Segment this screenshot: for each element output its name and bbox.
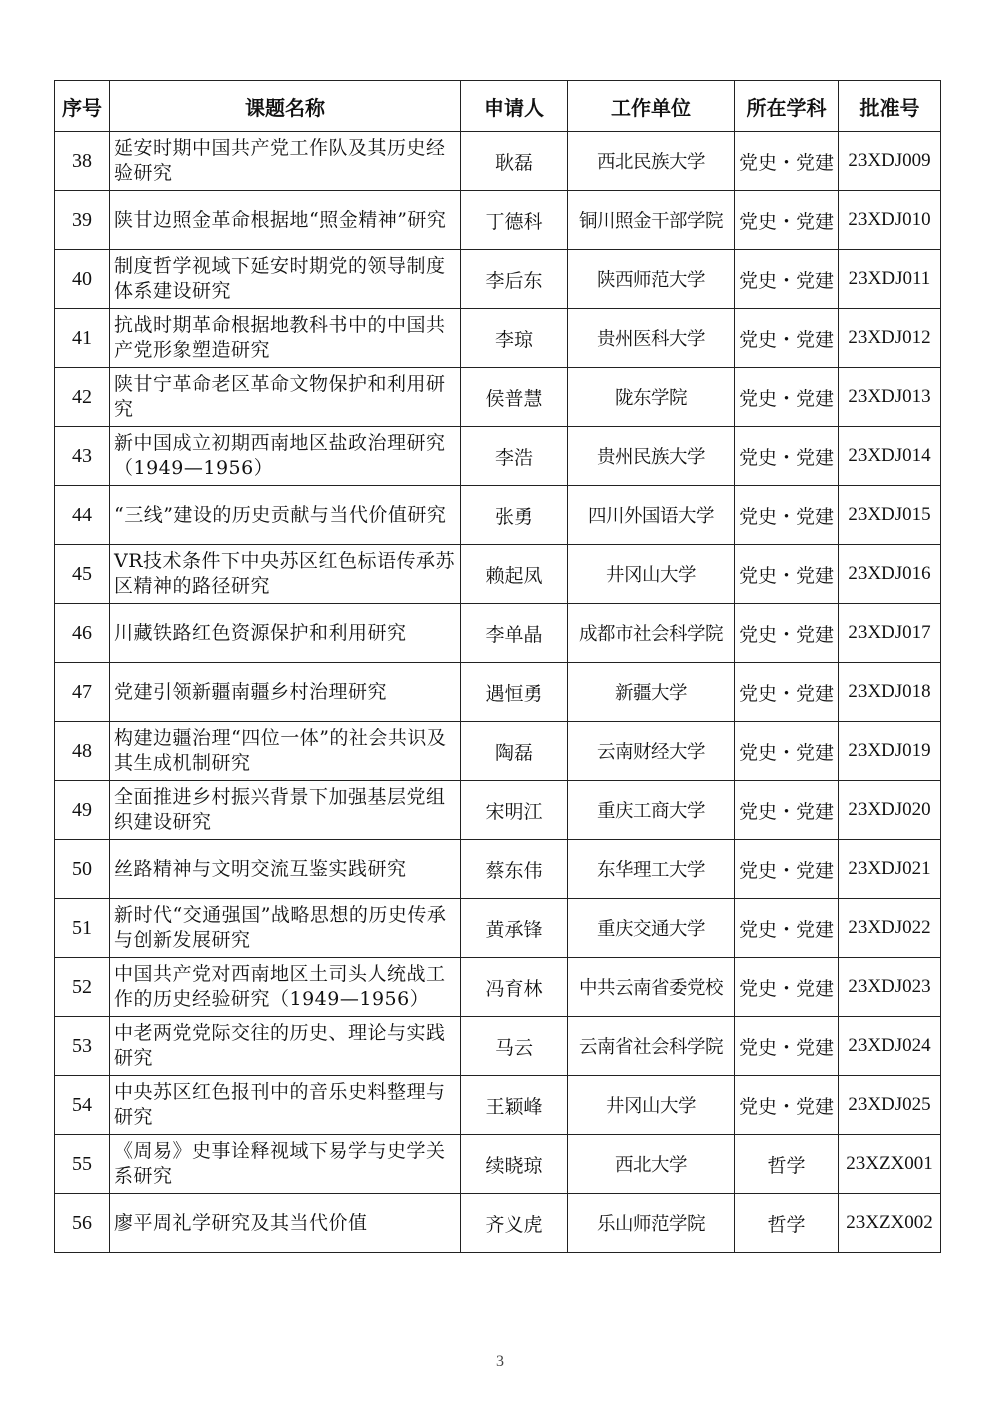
table-row: [55, 250, 941, 309]
project-title: 川藏铁路红色资源保护和利用研究: [110, 604, 461, 663]
project-title: 构建边疆治理“四位一体”的社会共识及其生成机制研究: [110, 722, 461, 781]
project-title: 新时代“交通强国”战略思想的历史传承与创新发展研究: [110, 899, 461, 958]
table-row: [55, 191, 941, 250]
row-number: 53: [55, 1017, 110, 1076]
header-number: 序号: [55, 81, 110, 132]
approval-code: 23XDJ018: [839, 663, 941, 722]
work-unit: 新疆大学: [568, 663, 735, 722]
table-row: [55, 958, 941, 1017]
row-number: 54: [55, 1076, 110, 1135]
subject-field: 党史・党建: [735, 663, 839, 722]
table-row: [55, 840, 941, 899]
applicant-name: 侯普慧: [461, 368, 568, 427]
work-unit: 中共云南省委党校: [568, 958, 735, 1017]
work-unit: 铜川照金干部学院: [568, 191, 735, 250]
subject-field: 党史・党建: [735, 958, 839, 1017]
row-number: 44: [55, 486, 110, 545]
subject-field: 党史・党建: [735, 899, 839, 958]
approval-code: 23XDJ023: [839, 958, 941, 1017]
project-title: 抗战时期革命根据地教科书中的中国共产党形象塑造研究: [110, 309, 461, 368]
applicant-name: 张勇: [461, 486, 568, 545]
table-row: [55, 545, 941, 604]
work-unit: 重庆工商大学: [568, 781, 735, 840]
approval-code: 23XDJ020: [839, 781, 941, 840]
work-unit: 东华理工大学: [568, 840, 735, 899]
applicant-name: 黄承锋: [461, 899, 568, 958]
header-row: [55, 81, 941, 132]
project-title: 全面推进乡村振兴背景下加强基层党组织建设研究: [110, 781, 461, 840]
row-number: 39: [55, 191, 110, 250]
work-unit: 井冈山大学: [568, 1076, 735, 1135]
project-title: 廖平周礼学研究及其当代价值: [110, 1194, 461, 1253]
work-unit: 成都市社会科学院: [568, 604, 735, 663]
table-row: [55, 722, 941, 781]
subject-field: 党史・党建: [735, 1076, 839, 1135]
row-number: 48: [55, 722, 110, 781]
project-title: 党建引领新疆南疆乡村治理研究: [110, 663, 461, 722]
subject-field: 哲学: [735, 1135, 839, 1194]
row-number: 49: [55, 781, 110, 840]
applicant-name: 马云: [461, 1017, 568, 1076]
row-number: 50: [55, 840, 110, 899]
applicant-name: 续晓琼: [461, 1135, 568, 1194]
header-title: 课题名称: [110, 81, 461, 132]
row-number: 51: [55, 899, 110, 958]
work-unit: 陕西师范大学: [568, 250, 735, 309]
approval-code: 23XDJ017: [839, 604, 941, 663]
applicant-name: 丁德科: [461, 191, 568, 250]
approval-code: 23XDJ015: [839, 486, 941, 545]
work-unit: 陇东学院: [568, 368, 735, 427]
project-title: 制度哲学视域下延安时期党的领导制度体系建设研究: [110, 250, 461, 309]
approval-code: 23XZX001: [839, 1135, 941, 1194]
subject-field: 党史・党建: [735, 191, 839, 250]
work-unit: 四川外国语大学: [568, 486, 735, 545]
subject-field: 党史・党建: [735, 781, 839, 840]
project-title: 中老两党党际交往的历史、理论与实践研究: [110, 1017, 461, 1076]
row-number: 43: [55, 427, 110, 486]
header-unit: 工作单位: [568, 81, 735, 132]
page-number: 3: [496, 1353, 504, 1370]
applicant-name: 李浩: [461, 427, 568, 486]
table-row: [55, 604, 941, 663]
table-row: [55, 1017, 941, 1076]
project-title: “三线”建设的历史贡献与当代价值研究: [110, 486, 461, 545]
subject-field: 党史・党建: [735, 604, 839, 663]
row-number: 38: [55, 132, 110, 191]
project-title: 陕甘边照金革命根据地“照金精神”研究: [110, 191, 461, 250]
table-row: [55, 427, 941, 486]
applicant-name: 遇恒勇: [461, 663, 568, 722]
subject-field: 党史・党建: [735, 132, 839, 191]
subject-field: 党史・党建: [735, 427, 839, 486]
subject-field: 党史・党建: [735, 840, 839, 899]
header-subject: 所在学科: [735, 81, 839, 132]
subject-field: 党史・党建: [735, 250, 839, 309]
applicant-name: 王颖峰: [461, 1076, 568, 1135]
work-unit: 重庆交通大学: [568, 899, 735, 958]
table-row: [55, 1135, 941, 1194]
subject-field: 党史・党建: [735, 545, 839, 604]
approval-code: 23XDJ019: [839, 722, 941, 781]
row-number: 42: [55, 368, 110, 427]
table-row: [55, 486, 941, 545]
table-row: [55, 1194, 941, 1253]
applicant-name: 冯育林: [461, 958, 568, 1017]
approval-code: 23XDJ010: [839, 191, 941, 250]
work-unit: 贵州民族大学: [568, 427, 735, 486]
project-title: 延安时期中国共产党工作队及其历史经验研究: [110, 132, 461, 191]
applicant-name: 齐义虎: [461, 1194, 568, 1253]
applicant-name: 宋明江: [461, 781, 568, 840]
project-title: 中央苏区红色报刊中的音乐史料整理与研究: [110, 1076, 461, 1135]
table-row: [55, 368, 941, 427]
project-title: VR技术条件下中央苏区红色标语传承苏区精神的路径研究: [110, 545, 461, 604]
approval-code: 23XZX002: [839, 1194, 941, 1253]
project-table: [54, 80, 941, 1253]
row-number: 40: [55, 250, 110, 309]
work-unit: 云南省社会科学院: [568, 1017, 735, 1076]
subject-field: 党史・党建: [735, 1017, 839, 1076]
work-unit: 贵州医科大学: [568, 309, 735, 368]
approval-code: 23XDJ014: [839, 427, 941, 486]
applicant-name: 李琼: [461, 309, 568, 368]
project-title: 丝路精神与文明交流互鉴实践研究: [110, 840, 461, 899]
subject-field: 党史・党建: [735, 486, 839, 545]
subject-field: 党史・党建: [735, 722, 839, 781]
table-row: [55, 663, 941, 722]
approval-code: 23XDJ016: [839, 545, 941, 604]
project-title: 中国共产党对西南地区土司头人统战工作的历史经验研究（1949—1956）: [110, 958, 461, 1017]
table-row: [55, 781, 941, 840]
approval-code: 23XDJ022: [839, 899, 941, 958]
applicant-name: 蔡东伟: [461, 840, 568, 899]
row-number: 47: [55, 663, 110, 722]
applicant-name: 李单晶: [461, 604, 568, 663]
row-number: 56: [55, 1194, 110, 1253]
subject-field: 党史・党建: [735, 309, 839, 368]
applicant-name: 耿磊: [461, 132, 568, 191]
table-row: [55, 1076, 941, 1135]
work-unit: 西北大学: [568, 1135, 735, 1194]
work-unit: 井冈山大学: [568, 545, 735, 604]
project-title: 陕甘宁革命老区革命文物保护和利用研究: [110, 368, 461, 427]
row-number: 45: [55, 545, 110, 604]
approval-code: 23XDJ009: [839, 132, 941, 191]
approval-code: 23XDJ013: [839, 368, 941, 427]
row-number: 46: [55, 604, 110, 663]
table-body: [55, 132, 941, 1253]
approval-code: 23XDJ021: [839, 840, 941, 899]
header-applicant: 申请人: [461, 81, 568, 132]
applicant-name: 李后东: [461, 250, 568, 309]
approval-code: 23XDJ025: [839, 1076, 941, 1135]
project-title: 《周易》史事诠释视域下易学与史学关系研究: [110, 1135, 461, 1194]
header-code: 批准号: [839, 81, 941, 132]
work-unit: 西北民族大学: [568, 132, 735, 191]
table-row: [55, 132, 941, 191]
approval-code: 23XDJ012: [839, 309, 941, 368]
applicant-name: 赖起凤: [461, 545, 568, 604]
work-unit: 乐山师范学院: [568, 1194, 735, 1253]
subject-field: 党史・党建: [735, 368, 839, 427]
row-number: 41: [55, 309, 110, 368]
row-number: 55: [55, 1135, 110, 1194]
table-row: [55, 899, 941, 958]
subject-field: 哲学: [735, 1194, 839, 1253]
applicant-name: 陶磊: [461, 722, 568, 781]
work-unit: 云南财经大学: [568, 722, 735, 781]
approval-code: 23XDJ011: [839, 250, 941, 309]
row-number: 52: [55, 958, 110, 1017]
approval-code: 23XDJ024: [839, 1017, 941, 1076]
table-row: [55, 309, 941, 368]
project-title: 新中国成立初期西南地区盐政治理研究（1949—1956）: [110, 427, 461, 486]
